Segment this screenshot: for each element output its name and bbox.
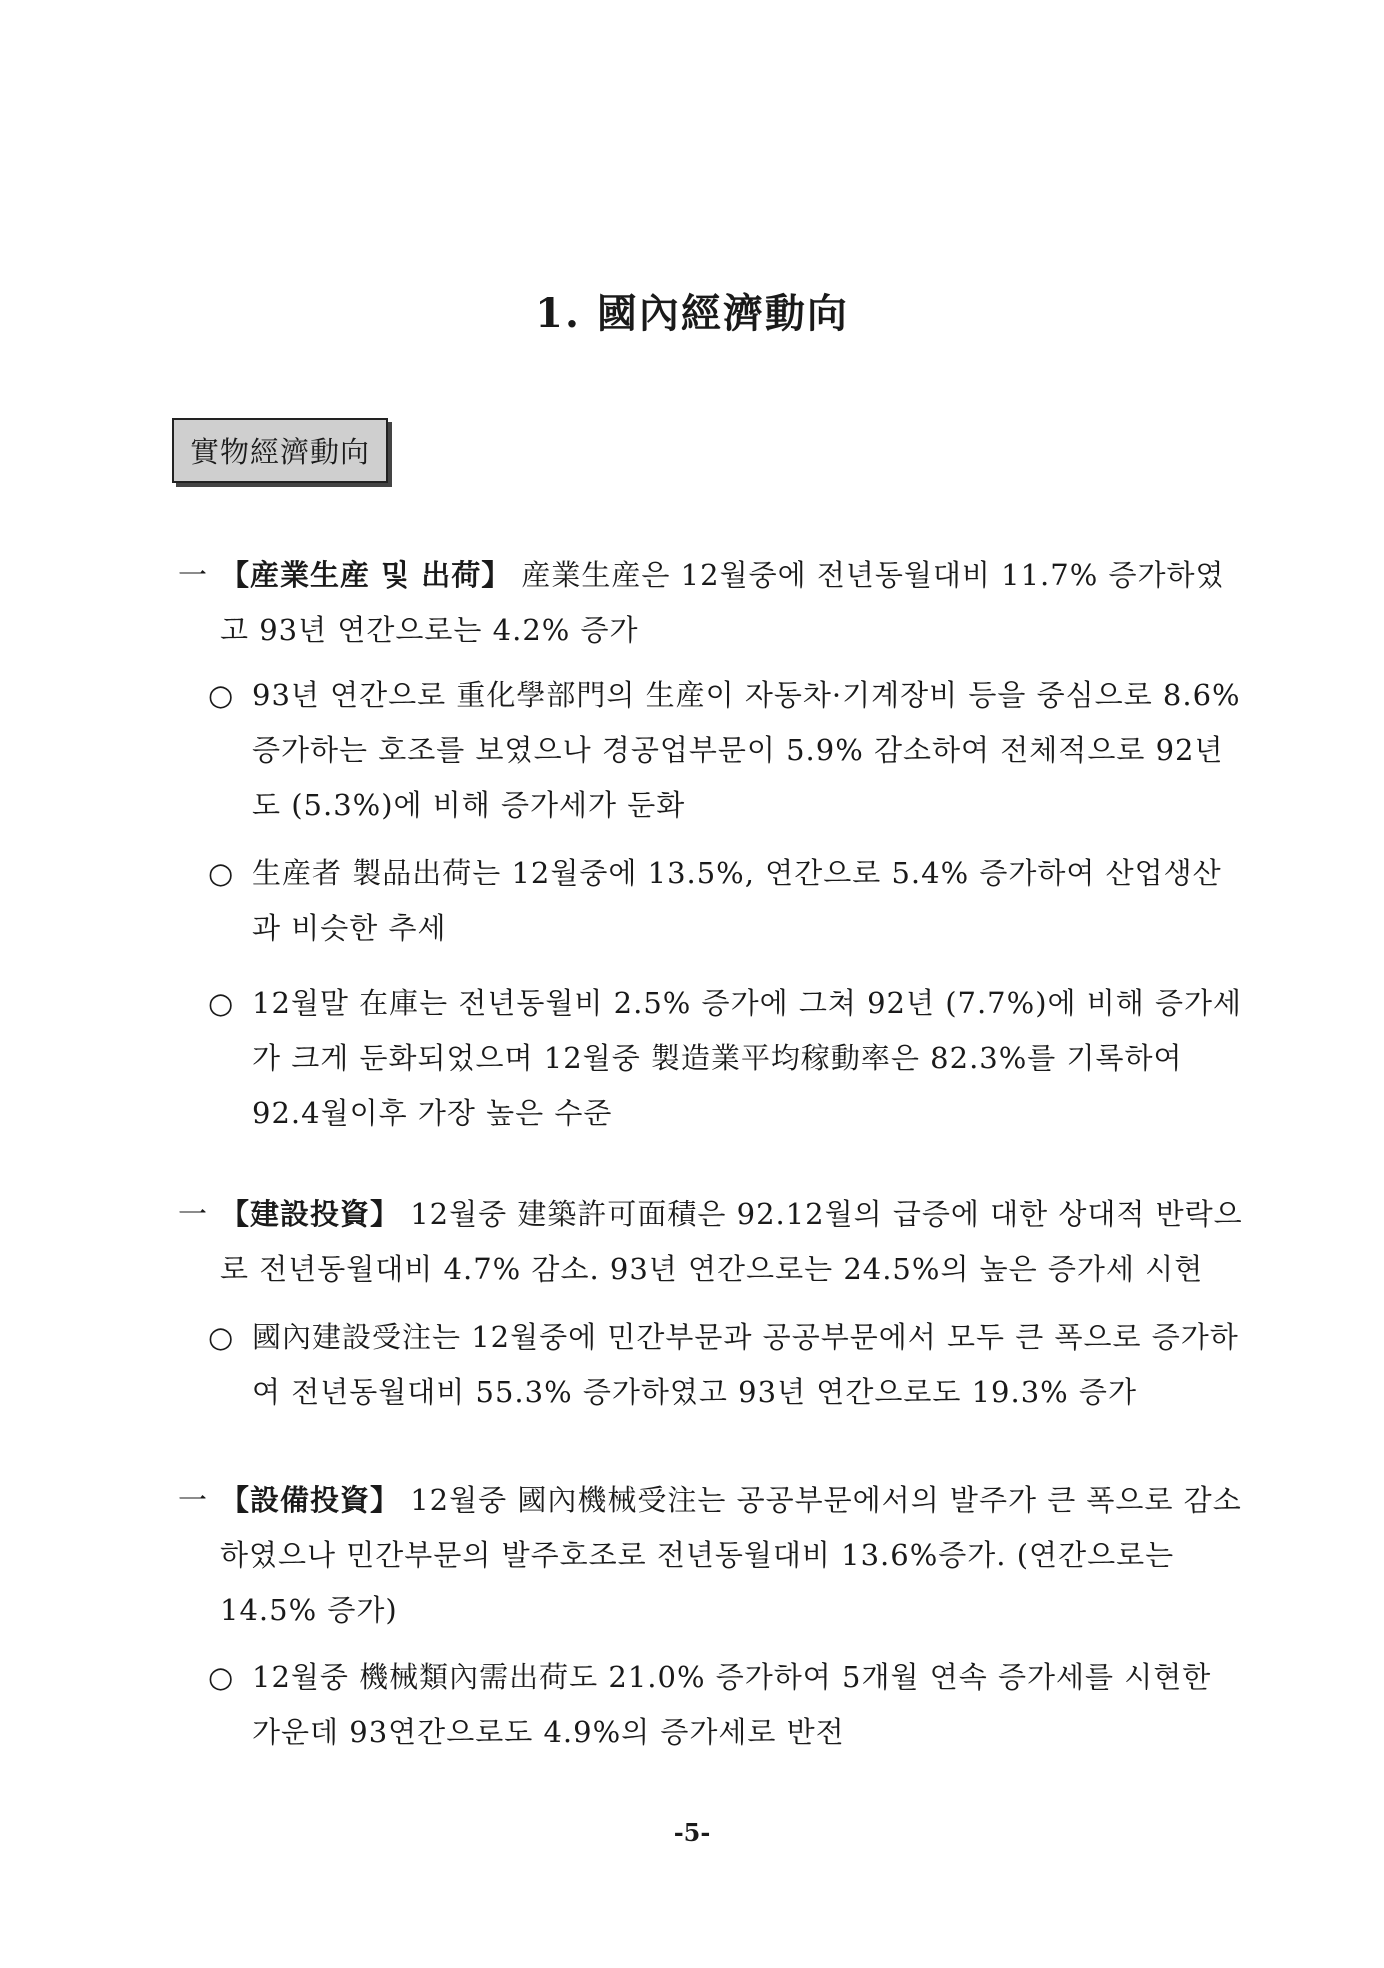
page-title: 1. 國內經濟動向	[535, 290, 849, 337]
paragraph-heading: 【産業生産 및 出荷】	[220, 558, 512, 592]
paragraph-heading: 【建設投資】	[220, 1197, 401, 1231]
bullet-circle-icon: ○	[208, 1660, 235, 1694]
list-item-text: 12월말 在庫는 전년동월비 2.5% 증가에 그쳐 92년 (7.7%)에 비해 증가세가 크게 둔화되었으며 12월중 製造業平均稼動率은 82.3%를 기록하여 92.4월이후 가장 높은 수준	[252, 986, 1243, 1130]
list-item-text: 93년 연간으로 重化學部門의 生産이 자동차·기계장비 등을 중심으로 8.6% 증가하는 호조를 보였으나 경공업부문이 5.9% 감소하여 전체적으로 92년도 (5.3%)에 비해 증가세가 둔화	[252, 678, 1241, 822]
list-item	[208, 1650, 1248, 1760]
list-item	[208, 668, 1248, 833]
list-item-text: 生産者 製品出荷는 12월중에 13.5%, 연간으로 5.4% 증가하여 산업생산과 비슷한 추세	[252, 856, 1222, 945]
dash-marker: 一	[178, 1483, 209, 1517]
section-heading: 實物經濟動向	[172, 418, 388, 483]
list-item	[208, 1310, 1248, 1420]
paragraph-text: 12월중 國內機械受注는 공공부문에서의 발주가 큰 폭으로 감소하였으나 민간부문의 발주호조로 전년동월대비 13.6%증가. (연간으로는 14.5% 증가)	[220, 1483, 1242, 1627]
list-item	[208, 976, 1248, 1141]
paragraph-text: 12월중 建築許可面積은 92.12월의 급증에 대한 상대적 반락으로 전년동월대비 4.7% 감소. 93년 연간으로는 24.5%의 높은 증가세 시현	[220, 1197, 1243, 1286]
bullet-circle-icon: ○	[208, 1320, 235, 1354]
dash-marker: 一	[178, 1197, 209, 1231]
list-item	[208, 846, 1248, 956]
list-item-text: 12월중 機械類內需出荷도 21.0% 증가하여 5개월 연속 증가세를 시현한 가운데 93연간으로도 4.9%의 증가세로 반전	[252, 1660, 1212, 1749]
bullet-circle-icon: ○	[208, 986, 235, 1020]
dash-marker: 一	[178, 558, 209, 592]
page-number: -5-	[673, 1818, 711, 1847]
paragraph-construction-investment	[178, 1187, 1248, 1297]
bullet-circle-icon: ○	[208, 856, 235, 890]
paragraph-text: 産業生産은 12월중에 전년동월대비 11.7% 증가하였고 93년 연간으로는 4.2% 증가	[220, 558, 1225, 647]
paragraph-equipment-investment	[178, 1473, 1248, 1638]
list-item-text: 國內建設受注는 12월중에 민간부문과 공공부문에서 모두 큰 폭으로 증가하여 전년동월대비 55.3% 증가하였고 93년 연간으로도 19.3% 증가	[252, 1320, 1239, 1409]
bullet-circle-icon: ○	[208, 678, 235, 712]
paragraph-heading: 【設備投資】	[220, 1483, 401, 1517]
paragraph-industrial-production	[178, 548, 1248, 658]
